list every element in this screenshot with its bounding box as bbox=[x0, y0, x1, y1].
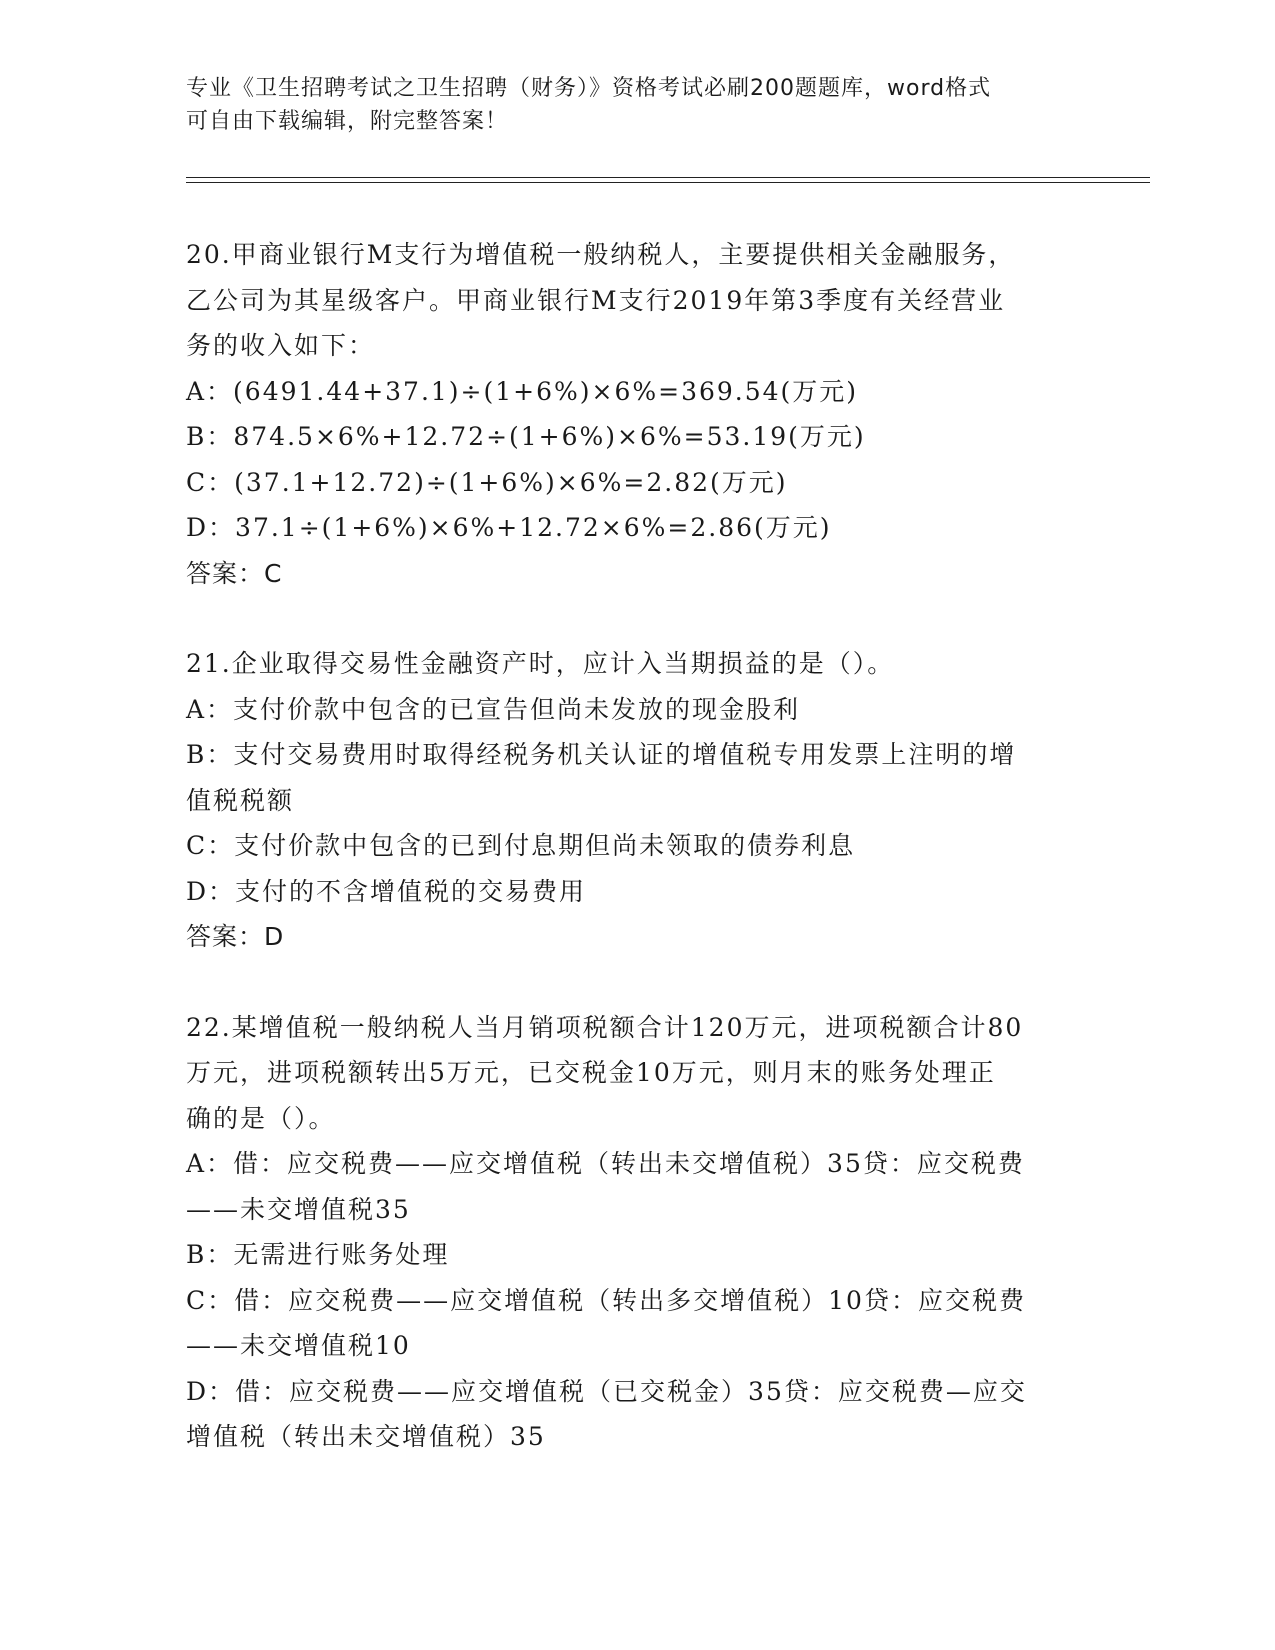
option-line: C：(37.1+12.72)÷(1+6%)×6%=2.82(万元) bbox=[186, 467, 788, 497]
option-line: 值税税额 bbox=[186, 785, 295, 815]
option-line: 增值税（转出未交增值税）35 bbox=[186, 1422, 546, 1451]
question-stem-line: 22.某增值税一般纳税人当月销项税额合计120万元，进项税额合计80 bbox=[186, 1012, 1024, 1042]
header-line-1: 专业《卫生招聘考试之卫生招聘（财务）》资格考试必刷200题题库，word格式 bbox=[186, 76, 992, 101]
question-stem-line: 21.企业取得交易性金融资产时，应计入当期损益的是（）。 bbox=[186, 649, 895, 678]
option-line: B：支付交易费用时取得经税务机关认证的增值税专用发票上注明的增 bbox=[186, 740, 1017, 769]
question-list bbox=[186, 232, 1086, 1505]
question-stem-line: 务的收入如下： bbox=[186, 331, 376, 360]
question-stem-line: 20.甲商业银行M支行为增值税一般纳税人，主要提供相关金融服务， bbox=[186, 240, 1016, 269]
question-block bbox=[186, 232, 1086, 596]
question-stem-line: 乙公司为其星级客户。甲商业银行M支行2019年第3季度有关经营业 bbox=[186, 285, 1006, 315]
option-line: A：(6491.44+37.1)÷(1+6%)×6%=369.54(万元) bbox=[186, 376, 859, 406]
header-divider-top bbox=[186, 177, 1150, 178]
question-stem-line: 确的是（）。 bbox=[186, 1103, 336, 1133]
option-line: D：支付的不含增值税的交易费用 bbox=[186, 876, 587, 906]
option-line: ——未交增值税10 bbox=[186, 1331, 411, 1360]
option-line: A：借：应交税费——应交增值税（转出未交增值税）35贷：应交税费 bbox=[186, 1149, 1025, 1178]
option-line: B：874.5×6%+12.72÷(1+6%)×6%=53.19(万元) bbox=[186, 422, 866, 451]
option-line: C：支付价款中包含的已到付息期但尚未领取的债券利息 bbox=[186, 831, 856, 860]
option-line: D：借：应交税费——应交增值税（已交税金）35贷：应交税费—应交 bbox=[186, 1376, 1027, 1406]
question-stem-line: 万元，进项税额转出5万元，已交税金10万元，则月末的账务处理正 bbox=[186, 1058, 996, 1087]
document-header bbox=[186, 72, 1086, 138]
question-block bbox=[186, 641, 1086, 960]
answer-line: 答案：C bbox=[186, 558, 283, 588]
option-line: D：37.1÷(1+6%)×6%+12.72×6%=2.86(万元) bbox=[186, 513, 832, 542]
option-line: A：支付价款中包含的已宣告但尚未发放的现金股利 bbox=[186, 694, 801, 724]
question-block bbox=[186, 1005, 1086, 1460]
option-line: C：借：应交税费——应交增值税（转出多交增值税）10贷：应交税费 bbox=[186, 1285, 1026, 1315]
header-divider-bottom bbox=[186, 182, 1150, 183]
option-line: B：无需进行账务处理 bbox=[186, 1240, 450, 1269]
answer-line: 答案：D bbox=[186, 922, 285, 951]
option-line: ——未交增值税35 bbox=[186, 1194, 411, 1224]
header-line-2: 可自由下载编辑，附完整答案！ bbox=[186, 109, 509, 134]
